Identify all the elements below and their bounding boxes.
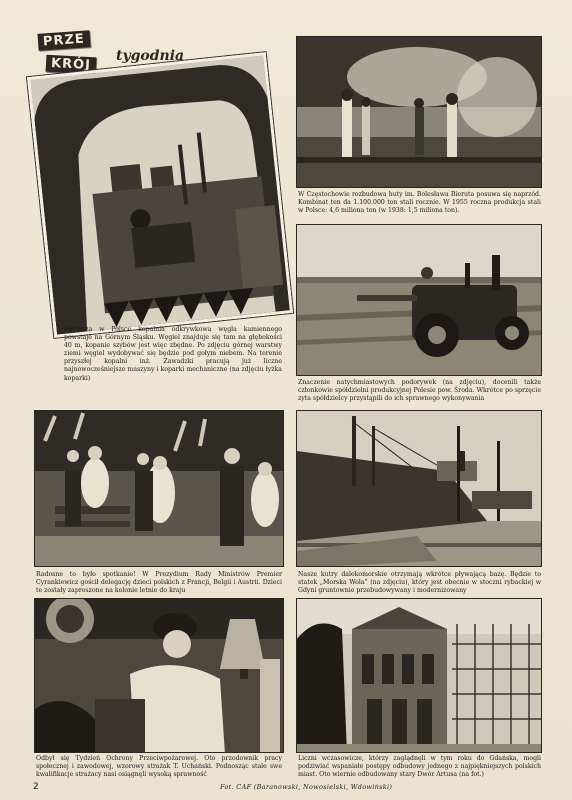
- caption-children: Radosne to było spotkanie! W Prezydium Rady Ministrów Premier Cyrankiewicz gościł delegację dzieci polskich z Francji, Belgii i Austrii. Dzieci te zostały zaproszone na kolonie letnie do kraju: [36, 571, 282, 595]
- photo-credit: Fot. CAF (Baranowski, Nowosielski, Wdowiński): [220, 783, 393, 791]
- caption-tractor: Znaczenie natychmiastowych podorywek (na zdjęciu), docenili także członkowie spółdzielni produkcyjnej Polesie pow. Środa. Wkrótce po sprzęcie zyta spółdzielcy przystąpili do ich sprawnego wykonywania: [298, 379, 541, 403]
- photo-firefighter: [34, 598, 284, 753]
- caption-steelworks: W Częstochowie rozbudowa huty im. Bolesława Bieruta posuwa się naprzód. Kombinat ten da 1.100.000 ton stali rocznie. W 1955 roczna produkcja stali w Polsce: 4,6 miliona ton (w 1938: 1,5 miliona ton).: [298, 191, 541, 215]
- photo-tractor: [296, 224, 542, 376]
- photo-gdansk: [296, 598, 542, 753]
- photo-coal-mine: [27, 52, 293, 338]
- caption-firefighter: Odbył się Tydzień Ochrony Przeciwpożarowej. Oto przodownik pracy społecznej i zawodowej, wzorowy strażak T. Uchański. Podnosząc stale swe kwalifikacje strażacy nasi osiągnęli wysoką sprawność: [36, 755, 282, 779]
- logo-word-kroj: KRÓJ: [46, 55, 97, 75]
- caption-ship: Nasze kutry dalekomorskie otrzymają wkrótce pływającą bazę. Będzie to statek „Morska Wola” (na zdjęciu), który jest obecnie w stoczni rybackiej w Gdyni gruntownie przebudowywany i modernizowany: [298, 571, 541, 595]
- photo-steelworks: [296, 36, 542, 188]
- photo-ship: [296, 410, 542, 567]
- logo-word-prze: PRZE: [37, 30, 90, 51]
- photo-children: [34, 410, 284, 567]
- caption-coal-mine: Pierwsza w Polsce kopalnia odkrywkowa węgla kamiennego powstaje na Górnym Śląsku. Węgiel znajduje się tam na głębokości 40 m, kopanie szybów jest więc zbędne. Po zdjęciu górnej warstwy ziemi węgiel wydobywać się będzie pod gołym niebem. Na terenie przyszłej kopalni inż. Zawadzki pracują już liczne najnowocześniejsze maszyny i koparki mechaniczne (na zdjęciu łyżka koparki): [64, 326, 282, 382]
- caption-gdansk: Liczni wczasowicze, którzy zaglądnęli w tym roku do Gdańska, mogli podziwiać wspaniałe postępy odbudowy jednego z najpiękniejszych polskich miast. Oto wiernie odbudowany stary Dwór Artusa (na fot.): [298, 755, 541, 779]
- page-number: 2: [33, 782, 39, 792]
- logo-word-tygodnia: tygodnia: [116, 48, 185, 64]
